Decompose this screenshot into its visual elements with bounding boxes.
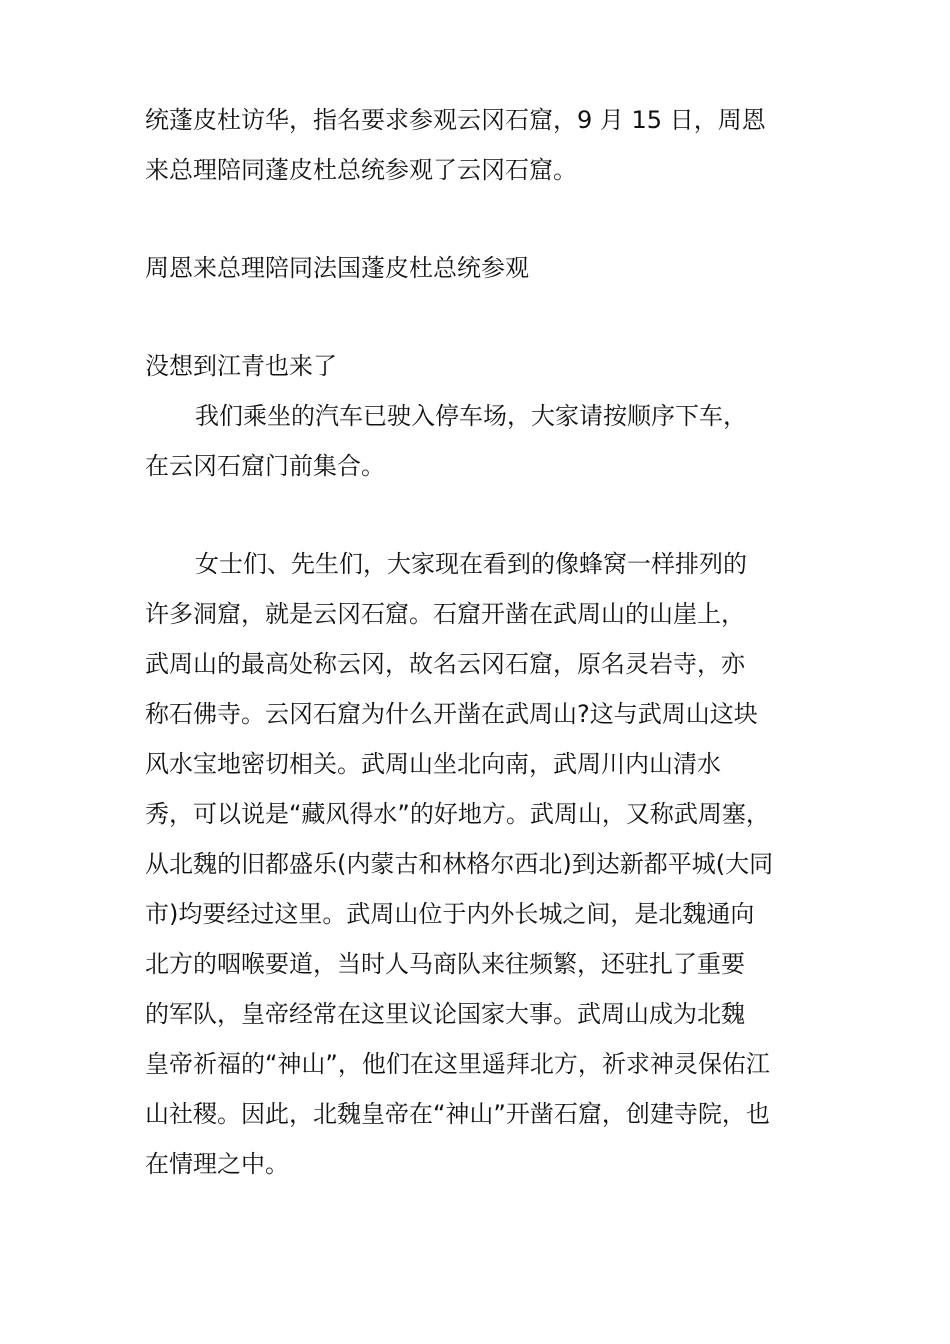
text-line: 市)均要经过这里。武周山位于内外长城之间，是北魏通向 — [145, 900, 755, 928]
text-line: 秀，可以说是“藏风得水”的好地方。武周山，又称武周塞， — [145, 800, 770, 828]
text-line: 我们乘坐的汽车已驶入停车场，大家请按顺序下车， — [195, 402, 747, 430]
text-line: 女士们、先生们，大家现在看到的像蜂窝一样排列的 — [195, 550, 747, 578]
main-paragraph — [145, 539, 810, 1189]
text-line: 北方的咽喉要道，当时人马商队来往频繁，还驻扎了重要 — [145, 950, 745, 978]
text-line: 皇帝祈福的“神山”，他们在这里遥拜北方，祈求神灵保佑江 — [145, 1050, 770, 1078]
text-line: 武周山的最高处称云冈，故名云冈石窟，原名灵岩寺，亦 — [145, 650, 745, 678]
subheading — [145, 341, 810, 391]
parking-paragraph — [145, 391, 810, 491]
text-line: 风水宝地密切相关。武周山坐北向南，武周川内山清水 — [145, 750, 721, 778]
subheading-text: 没想到江青也来了 — [145, 352, 337, 380]
caption-text: 周恩来总理陪同法国蓬皮杜总统参观 — [145, 254, 529, 282]
text-line: 在云冈石窟门前集合。 — [145, 452, 385, 480]
text-line: 在情理之中。 — [145, 1150, 289, 1178]
text-line: 从北魏的旧都盛乐(内蒙古和林格尔西北)到达新都平城(大同 — [145, 850, 774, 878]
text-line: 的军队，皇帝经常在这里议论国家大事。武周山成为北魏 — [145, 1000, 745, 1028]
text-line: 来总理陪同蓬皮杜总统参观了云冈石窟。 — [145, 156, 577, 184]
text-line: 许多洞窟，就是云冈石窟。石窟开凿在武周山的山崖上， — [145, 600, 745, 628]
text-line: 山社稷。因此，北魏皇帝在“神山”开凿石窟，创建寺院，也 — [145, 1100, 770, 1128]
document-body — [145, 95, 810, 1189]
text-line: 称石佛寺。云冈石窟为什么开凿在武周山?这与武周山这块 — [145, 700, 758, 728]
text-line: 统蓬皮杜访华，指名要求参观云冈石窟，9 月 15 日，周恩 — [145, 106, 766, 134]
intro-paragraph — [145, 95, 810, 195]
photo-caption — [145, 243, 810, 293]
